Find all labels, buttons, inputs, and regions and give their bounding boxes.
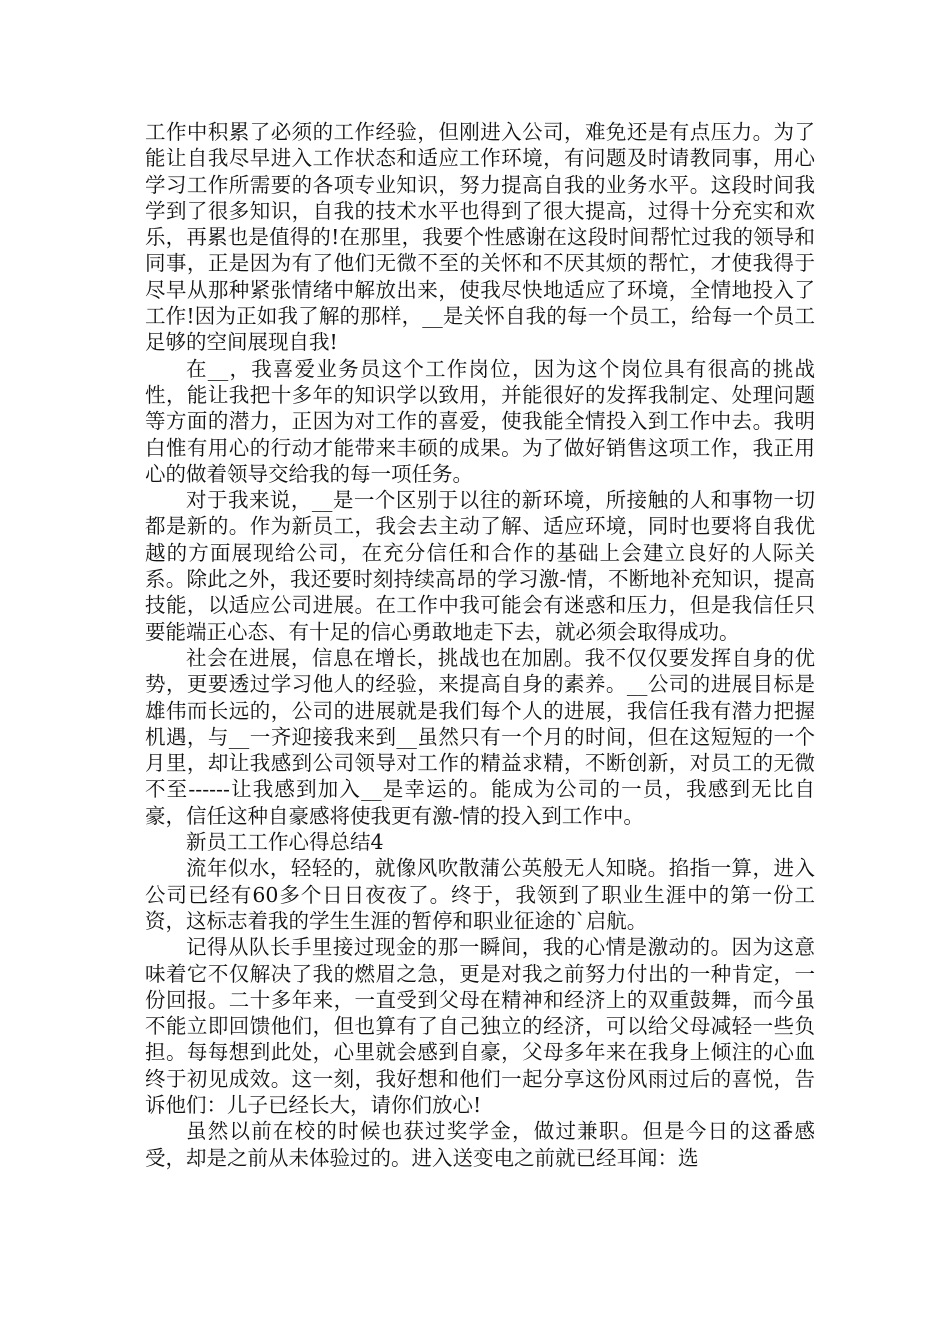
paragraph-4: 社会在进展，信息在增长，挑战也在加剧。我不仅仅要发挥自身的优势，更要透过学习他人的经验，来提高自身的素养。__公司的进展目标是雄伟而长远的，公司的进展就是我们每个人的进展，我信任我有潜力把握机遇，与__一齐迎接我来到__虽然只有一个月的时间，但在这短短的一个月里，却让我感到公司领导对工作的精益求精，不断创新，对员工的无微不至------让我感到加入__是幸运的。能成为公司的一员，我感到无比自豪，信任这种自豪感将使我更有激-情的投入到工作中。 <box>145 645 815 828</box>
paragraph-7: 虽然以前在校的时候也获过奖学金，做过兼职。但是今日的这番感受，却是之前从未体验过的。进入送变电之前就已经耳闻：选 <box>145 1119 815 1170</box>
paragraph-5: 流年似水，轻轻的，就像风吹散蒲公英般无人知晓。掐指一算，进入公司已经有60多个日日夜夜了。终于，我领到了职业生涯中的第一份工资，这标志着我的学生生涯的暂停和职业征途的`启航。 <box>145 856 815 933</box>
paragraph-6: 记得从队长手里接过现金的那一瞬间，我的心情是激动的。因为这意味着它不仅解决了我的燃眉之急，更是对我之前努力付出的一种肯定，一份回报。二十多年来，一直受到父母在精神和经济上的双重鼓舞，而今虽不能立即回馈他们，但也算有了自己独立的经济，可以给父母减轻一些负担。每每想到此处，心里就会感到自豪，父母多年来在我身上倾注的心血终于初见成效。这一刻，我好想和他们一起分享这份风雨过后的喜悦，告诉他们：儿子已经长大，请你们放心! <box>145 935 815 1117</box>
document-body <box>145 119 815 1171</box>
paragraph-1: 工作中积累了必须的工作经验，但刚进入公司，难免还是有点压力。为了能让自我尽早进入工作状态和适应工作环境，有问题及时请教同事，用心学习工作所需要的各项专业知识，努力提高自我的业务水平。这段时间我学到了很多知识，自我的技术水平也得到了很大提高，过得十分充实和欢乐，再累也是值得的!在那里，我要个性感谢在这段时间帮忙过我的领导和同事，正是因为有了他们无微不至的关怀和不厌其烦的帮忙，才使我得于尽早从那种紧张情绪中解放出来，使我尽快地适应了环境，全情地投入了工作!因为正如我了解的那样，__是关怀自我的每一个员工，给每一个员工足够的空间展现自我! <box>145 120 815 355</box>
paragraph-2: 在__，我喜爱业务员这个工作岗位，因为这个岗位具有很高的挑战性，能让我把十多年的知识学以致用，并能很好的发挥我制定、处理问题等方面的潜力，正因为对工作的喜爱，使我能全情投入到工作中去。我明白惟有用心的行动才能带来丰硕的成果。为了做好销售这项工作，我正用心的做着领导交给我的每一项任务。 <box>145 356 815 486</box>
section-heading: 新员工工作心得总结4 <box>186 830 384 855</box>
paragraph-3: 对于我来说，__是一个区别于以往的新环境，所接触的人和事物一切都是新的。作为新员工，我会去主动了解、适应环境，同时也要将自我优越的方面展现给公司，在充分信任和合作的基础上会建立良好的人际关系。除此之外，我还要时刻持续高昂的学习激-情，不断地补充知识，提高技能，以适应公司进展。在工作中我可能会有迷惑和压力，但是我信任只要能端正心态、有十足的信心勇敢地走下去，就必须会取得成功。 <box>145 488 815 644</box>
